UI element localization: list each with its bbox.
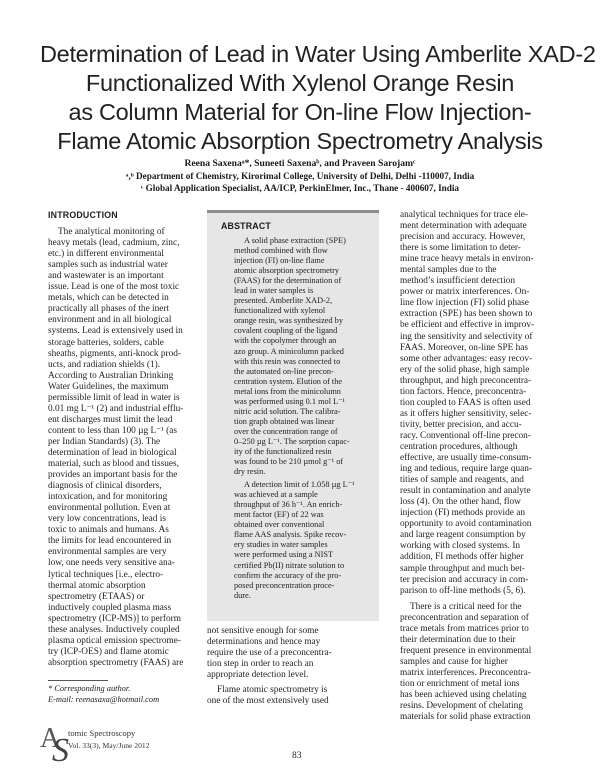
body-paragraph [400, 602, 560, 724]
text-line: atomic absorption spectrometry [234, 266, 340, 276]
text-line: content to less than 100 µg L⁻¹ (as [48, 425, 177, 436]
text-line: dry resin. [234, 467, 266, 477]
text-line: FAAS. Moreover, on-line SPE has [400, 342, 529, 353]
text-line: presented. Amberlite XAD-2, [234, 296, 333, 306]
text-line: tivity, better precision, and accu- [400, 419, 522, 430]
text-line: determinations and hence may [207, 637, 321, 648]
title-line: Determination of Lead in Water Using Amberlite XAD-2 [40, 41, 596, 67]
text-line: Water Guidelines, the maximum [48, 381, 169, 392]
text-line: spectrometry (ETAAS) or [48, 591, 145, 602]
text-line: inductively coupled plasma mass [48, 602, 172, 613]
text-line: materials for solid phase extraction [400, 712, 531, 723]
text-line: 0–250 µg L⁻¹. The sorption capac- [234, 436, 350, 446]
column-two-text [207, 626, 379, 707]
text-line: require the use of a preconcentra- [207, 648, 332, 659]
text-line: sample throughput and much bet- [400, 563, 525, 574]
text-line: over the concentration range of [234, 426, 338, 436]
text-line: extraction (SPE) has been shown to [400, 309, 533, 320]
text-line: and large reagent consumption by [400, 530, 526, 541]
text-line: tities of sample and reagents, and [400, 475, 524, 486]
text-line: there is some limitation to deter- [400, 243, 521, 254]
text-line: environment and in all biological [48, 315, 172, 326]
text-line: was performed using 0.1 mol L⁻¹ [234, 396, 346, 406]
text-line: one of the most extensively used [207, 696, 329, 707]
text-line: There is a critical need for the [410, 601, 522, 612]
text-line: very low concentrations, lead is [48, 514, 166, 525]
text-line: samples such as industrial water [48, 260, 168, 271]
text-line: try (ICP-OES) and flame atomic [48, 646, 169, 657]
text-line: analytical techniques for trace ele- [400, 210, 529, 220]
affiliation-line: ᵃ,ᵇ Department of Chemistry, Kirorimal College, University of Delhi, Delhi -110007, India [125, 171, 475, 181]
text-line: functionalized with xylenol [234, 306, 326, 316]
journal-volume: Vol. 33(3), May/June 2012 [68, 741, 150, 750]
text-line: injection (FI) methods provide an [400, 508, 525, 519]
logo-letter-s: S [52, 732, 69, 769]
text-line: environmental pollution. Even at [48, 503, 171, 514]
text-line: tion coupled to FAAS is often used [400, 397, 531, 408]
text-line: opportunity to avoid contamination [400, 519, 532, 530]
text-line: practically all phases of the inert [48, 304, 170, 315]
text-line: ity of the functionalized resin [234, 446, 332, 456]
text-line: matrix interferences. Preconcentra- [400, 667, 531, 678]
text-line: environmental samples are very [48, 547, 167, 558]
text-line: frequent presence in environmental [400, 645, 532, 656]
text-line: samples and cause for higher [400, 656, 508, 667]
text-line: spectrometry (ICP-MS)] to perform [48, 613, 181, 624]
text-line: permissible limit of lead in water is [48, 392, 180, 403]
text-line: with this resin was connected to [234, 356, 341, 366]
text-line: ery of the solid phase, high sample [400, 364, 530, 375]
text-line: addition, FI methods offer higher [400, 552, 524, 563]
title-line: Functionalized With Xylenol Orange Resin [85, 70, 515, 96]
text-line: line flow injection (FI) solid phase [400, 298, 529, 309]
text-line: the limits for lead encountered in [48, 536, 172, 547]
text-line: nitric acid solution. The calibra- [234, 406, 341, 416]
text-line: tion step in order to reach an [207, 659, 314, 670]
text-line: parison to off-line methods (5, 6). [400, 585, 526, 596]
journal-logo [40, 724, 160, 768]
text-line: racy. Conventional off-line precon- [400, 430, 531, 441]
text-line: and wastewater is an important [48, 271, 164, 282]
text-line: posed preconcentration proce- [234, 580, 335, 590]
text-line: heavy metals (lead, cadmium, zinc, [48, 238, 180, 249]
text-line: ing the sensitivity and selectivity of [400, 331, 533, 342]
text-line: ent discharges must limit the lead [48, 414, 173, 425]
text-line: method combined with flow [234, 246, 328, 256]
body-paragraph [207, 626, 379, 681]
text-line: According to Australian Drinking [48, 370, 174, 381]
text-line: injection (FI) on-line flame [234, 256, 325, 266]
text-line: throughput, and high preconcentra- [400, 375, 532, 386]
text-line: covalent coupling of the ligand [234, 326, 338, 336]
author-list: Reena Saxenaᵃ*, Suneeti Saxenaᵇ, and Praveen Sarojamᶜ [184, 158, 416, 169]
text-line: precision and accuracy. However, [400, 232, 526, 243]
text-line: diagnosis of clinical disorders, [48, 481, 162, 492]
text-line: obtained over conventional [234, 520, 325, 530]
text-line: lead in water samples is [234, 286, 314, 296]
text-line: appropriate detection level. [207, 670, 309, 681]
column-three-text [400, 210, 560, 723]
title-line: Flame Atomic Absorption Spectrometry Analysis [57, 128, 543, 154]
text-line: dure. [234, 590, 251, 600]
text-line: ment factor (EF) of 22 was [234, 510, 324, 520]
text-line: confirm the accuracy of the pro- [234, 570, 342, 580]
abstract-paragraph [226, 480, 371, 601]
introduction-column [48, 210, 198, 669]
title-line: as Column Material for On-line Flow Injection- [68, 99, 532, 125]
body-paragraph [400, 210, 560, 597]
text-line: determination of lead in biological [48, 447, 177, 458]
article-title [40, 40, 596, 156]
text-line: power or matrix interferences. On- [400, 287, 530, 298]
text-line: centration procedures, although [400, 441, 518, 452]
text-line: tion factors. Hence, preconcentra- [400, 386, 527, 397]
text-line: metal ions from the minicolumn [234, 386, 341, 396]
text-line: etc.) in different environmental [48, 249, 164, 260]
text-line: thermal atomic absorption [48, 580, 146, 591]
introduction-body [48, 227, 198, 669]
text-line: absorption spectrometry (FAAS) are [48, 657, 184, 668]
journal-name: tomic Spectroscopy [68, 728, 136, 738]
corresponding-author-note [48, 684, 159, 705]
text-line: low, one needs very sensitive ana- [48, 558, 175, 569]
text-line: was achieved at a sample [234, 490, 318, 500]
text-line: result in contamination and analyte [400, 486, 531, 497]
text-line: The analytical monitoring of [58, 227, 165, 238]
text-line: sheaths, pigments, anti-knock prod- [48, 348, 181, 359]
footnote-divider [48, 680, 108, 681]
logo-letter-a: A [40, 723, 61, 754]
text-line: lytical techniques [i.e., electro- [48, 569, 164, 580]
abstract-heading: ABSTRACT [221, 221, 271, 231]
abstract-paragraph [226, 236, 371, 477]
text-line: provides an important basis for the [48, 470, 178, 481]
text-line: as it offers higher sensitivity, selec- [400, 408, 532, 419]
text-line: some other advantages: easy recov- [400, 353, 533, 364]
body-paragraph [207, 685, 379, 707]
text-line: preconcentration and separation of [400, 612, 529, 623]
text-line: the automated on-line precon- [234, 366, 334, 376]
text-line: were performed using a NIST [234, 550, 334, 560]
text-line: throughput of 36 h⁻¹. An enrich- [234, 500, 343, 510]
text-line: ment determination with adequate [400, 221, 527, 232]
text-line: mental samples due to the [400, 265, 497, 276]
text-line: flame AAS analysis. Spike recov- [234, 530, 347, 540]
text-line: their determination due to their [400, 634, 516, 645]
text-line: per Indian Standards) (3). The [48, 436, 161, 447]
affiliations [60, 170, 540, 194]
text-line: metals, which can be detected in [48, 293, 169, 304]
text-line: A detection limit of 1.058 µg L⁻¹ [244, 480, 355, 490]
text-line: ter precision and accuracy in com- [400, 574, 529, 585]
text-line: ery studies in water samples [234, 540, 328, 550]
abstract-box [207, 210, 379, 621]
text-line: storage batteries, solders, cable [48, 337, 164, 348]
text-line: mine trace heavy metals in environ- [400, 254, 534, 265]
text-line: centration system. Elution of the [234, 376, 343, 386]
author-email: E-mail: reenasaxa@hotmail.com [48, 694, 160, 704]
footnote-line: * Corresponding author. [48, 684, 131, 693]
text-line: loss (4). On the other hand, flow [400, 497, 521, 508]
text-line: trace metals from matrices prior to [400, 623, 529, 634]
text-line: ucts, and radiation shields (1). [48, 359, 161, 370]
text-line: not sensitive enough for some [207, 626, 319, 636]
affiliation-line: ᶜ Global Application Specialist, AA/ICP, PerkinElmer, Inc., Thane - 400607, India [140, 183, 460, 193]
text-line: these analyses. Inductively coupled [48, 624, 180, 635]
text-line: be efficient and effective in improv- [400, 320, 535, 331]
text-line: tion or enrichment of metal ions [400, 678, 520, 689]
text-line: has been achieved using chelating [400, 690, 527, 701]
text-line: 0.01 mg L⁻¹ (2) and industrial efflu- [48, 403, 184, 414]
text-line: with the copolymer through an [234, 336, 337, 346]
text-line: working with closed systems. In [400, 541, 521, 552]
text-line: certified Pb(II) nitrate solution to [234, 560, 345, 570]
text-line: issue. Lead is one of the most toxic [48, 282, 180, 293]
text-line: tion graph obtained was linear [234, 416, 335, 426]
text-line: ing and tedious, require large quan- [400, 464, 533, 475]
text-line: systems. Lead is extensively used in [48, 326, 183, 337]
text-line: plasma optical emission spectrome- [48, 635, 181, 646]
page-number: 83 [292, 750, 302, 761]
text-line: azo group. A minicolumn packed [234, 346, 344, 356]
text-line: effective, are usually time-consum- [400, 453, 532, 464]
text-line: toxic to animals and humans. As [48, 525, 169, 536]
text-line: Flame atomic spectrometry is [217, 685, 328, 696]
text-line: intoxication, and for monitoring [48, 492, 168, 503]
text-line: (FAAS) for the determination of [234, 276, 342, 286]
text-line: A solid phase extraction (SPE) [244, 236, 346, 245]
text-line: resins. Development of chelating [400, 701, 523, 712]
text-line: orange resin, was synthesized by [234, 316, 343, 326]
text-line: was found to be 210 µmol g⁻¹ of [234, 457, 344, 467]
introduction-heading: INTRODUCTION [48, 210, 118, 220]
text-line: method’s insufficient detection [400, 276, 515, 287]
text-line: material, such as blood and tissues, [48, 459, 179, 470]
abstract-body [207, 236, 379, 601]
